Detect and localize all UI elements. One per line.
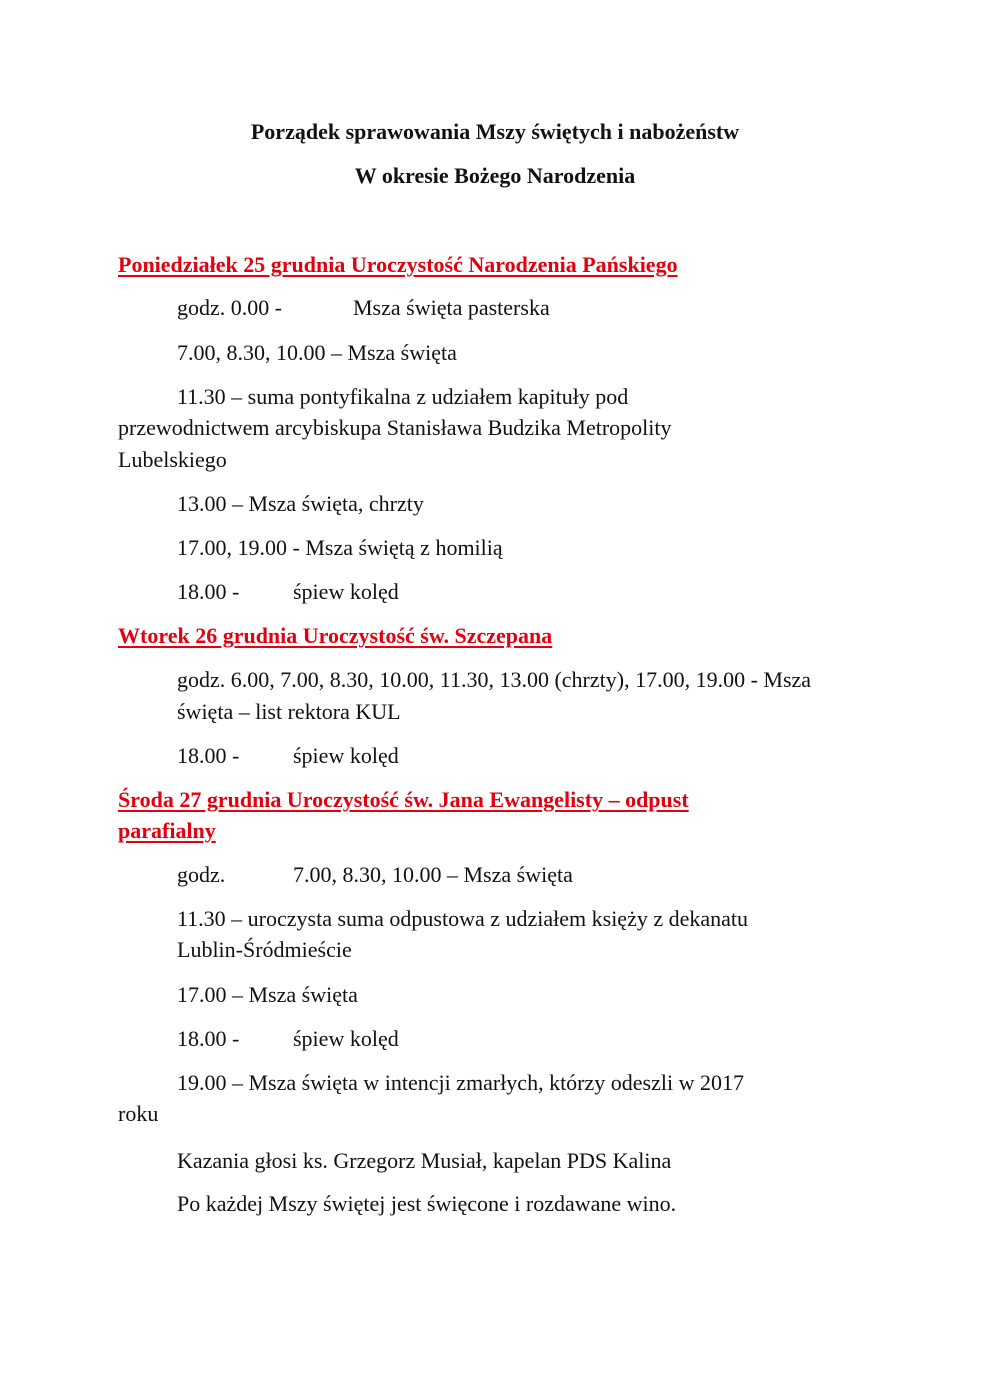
document-title-line-1: Porządek sprawowania Mszy świętych i nabożeństw (250, 119, 740, 144)
day-heading-monday: Poniedziałek 25 grudnia Uroczystość Narodzenia Pańskiego (118, 252, 678, 277)
schedule-text: śpiew kolęd (293, 579, 399, 604)
schedule-entry-continued: Lublin-Śródmieście (177, 937, 352, 962)
schedule-entry: godz. 6.00, 7.00, 8.30, 10.00, 11.30, 13.00 (chrzty), 17.00, 19.00 - Msza (177, 667, 812, 692)
schedule-entry: 7.00, 8.30, 10.00 – Msza święta (177, 340, 457, 365)
note-wine: Po każdej Mszy świętej jest święcone i rozdawane wino. (177, 1191, 677, 1216)
schedule-text: Msza święta pasterska (353, 295, 550, 320)
schedule-time: 18.00 - (177, 579, 240, 604)
schedule-entry: 19.00 – Msza święta w intencji zmarłych, którzy odeszli w 2017 (177, 1070, 744, 1095)
schedule-time: 18.00 - (177, 1026, 240, 1051)
schedule-entry: 11.30 – uroczysta suma odpustowa z udziałem księży z dekanatu (177, 906, 749, 931)
schedule-entry-continued: przewodnictwem arcybiskupa Stanisława Budzika Metropolity (118, 415, 672, 440)
schedule-text: 7.00, 8.30, 10.00 – Msza święta (293, 862, 573, 887)
schedule-time: godz. 0.00 - (177, 295, 283, 320)
day-heading-tuesday: Wtorek 26 grudnia Uroczystość św. Szczepana (118, 623, 553, 648)
schedule-entry: 11.30 – suma pontyfikalna z udziałem kapituły pod (177, 384, 629, 409)
note-sermons: Kazania głosi ks. Grzegorz Musiał, kapelan PDS Kalina (177, 1148, 672, 1173)
schedule-entry: 13.00 – Msza święta, chrzty (177, 491, 424, 516)
schedule-entry-continued: Lubelskiego (118, 447, 227, 472)
schedule-text: śpiew kolęd (293, 743, 399, 768)
schedule-entry: 17.00 – Msza święta (177, 982, 358, 1007)
schedule-time: 18.00 - (177, 743, 240, 768)
schedule-entry-continued: święta – list rektora KUL (177, 699, 401, 724)
document-title-line-2: W okresie Bożego Narodzenia (354, 163, 636, 188)
day-heading-wednesday-continued: parafialny (118, 818, 216, 843)
day-heading-wednesday: Środa 27 grudnia Uroczystość św. Jana Ewangelisty – odpust (118, 787, 689, 812)
schedule-entry-continued: roku (118, 1101, 159, 1126)
schedule-time: godz. (177, 862, 226, 887)
schedule-text: śpiew kolęd (293, 1026, 399, 1051)
schedule-entry: 17.00, 19.00 - Msza świętą z homilią (177, 535, 503, 560)
